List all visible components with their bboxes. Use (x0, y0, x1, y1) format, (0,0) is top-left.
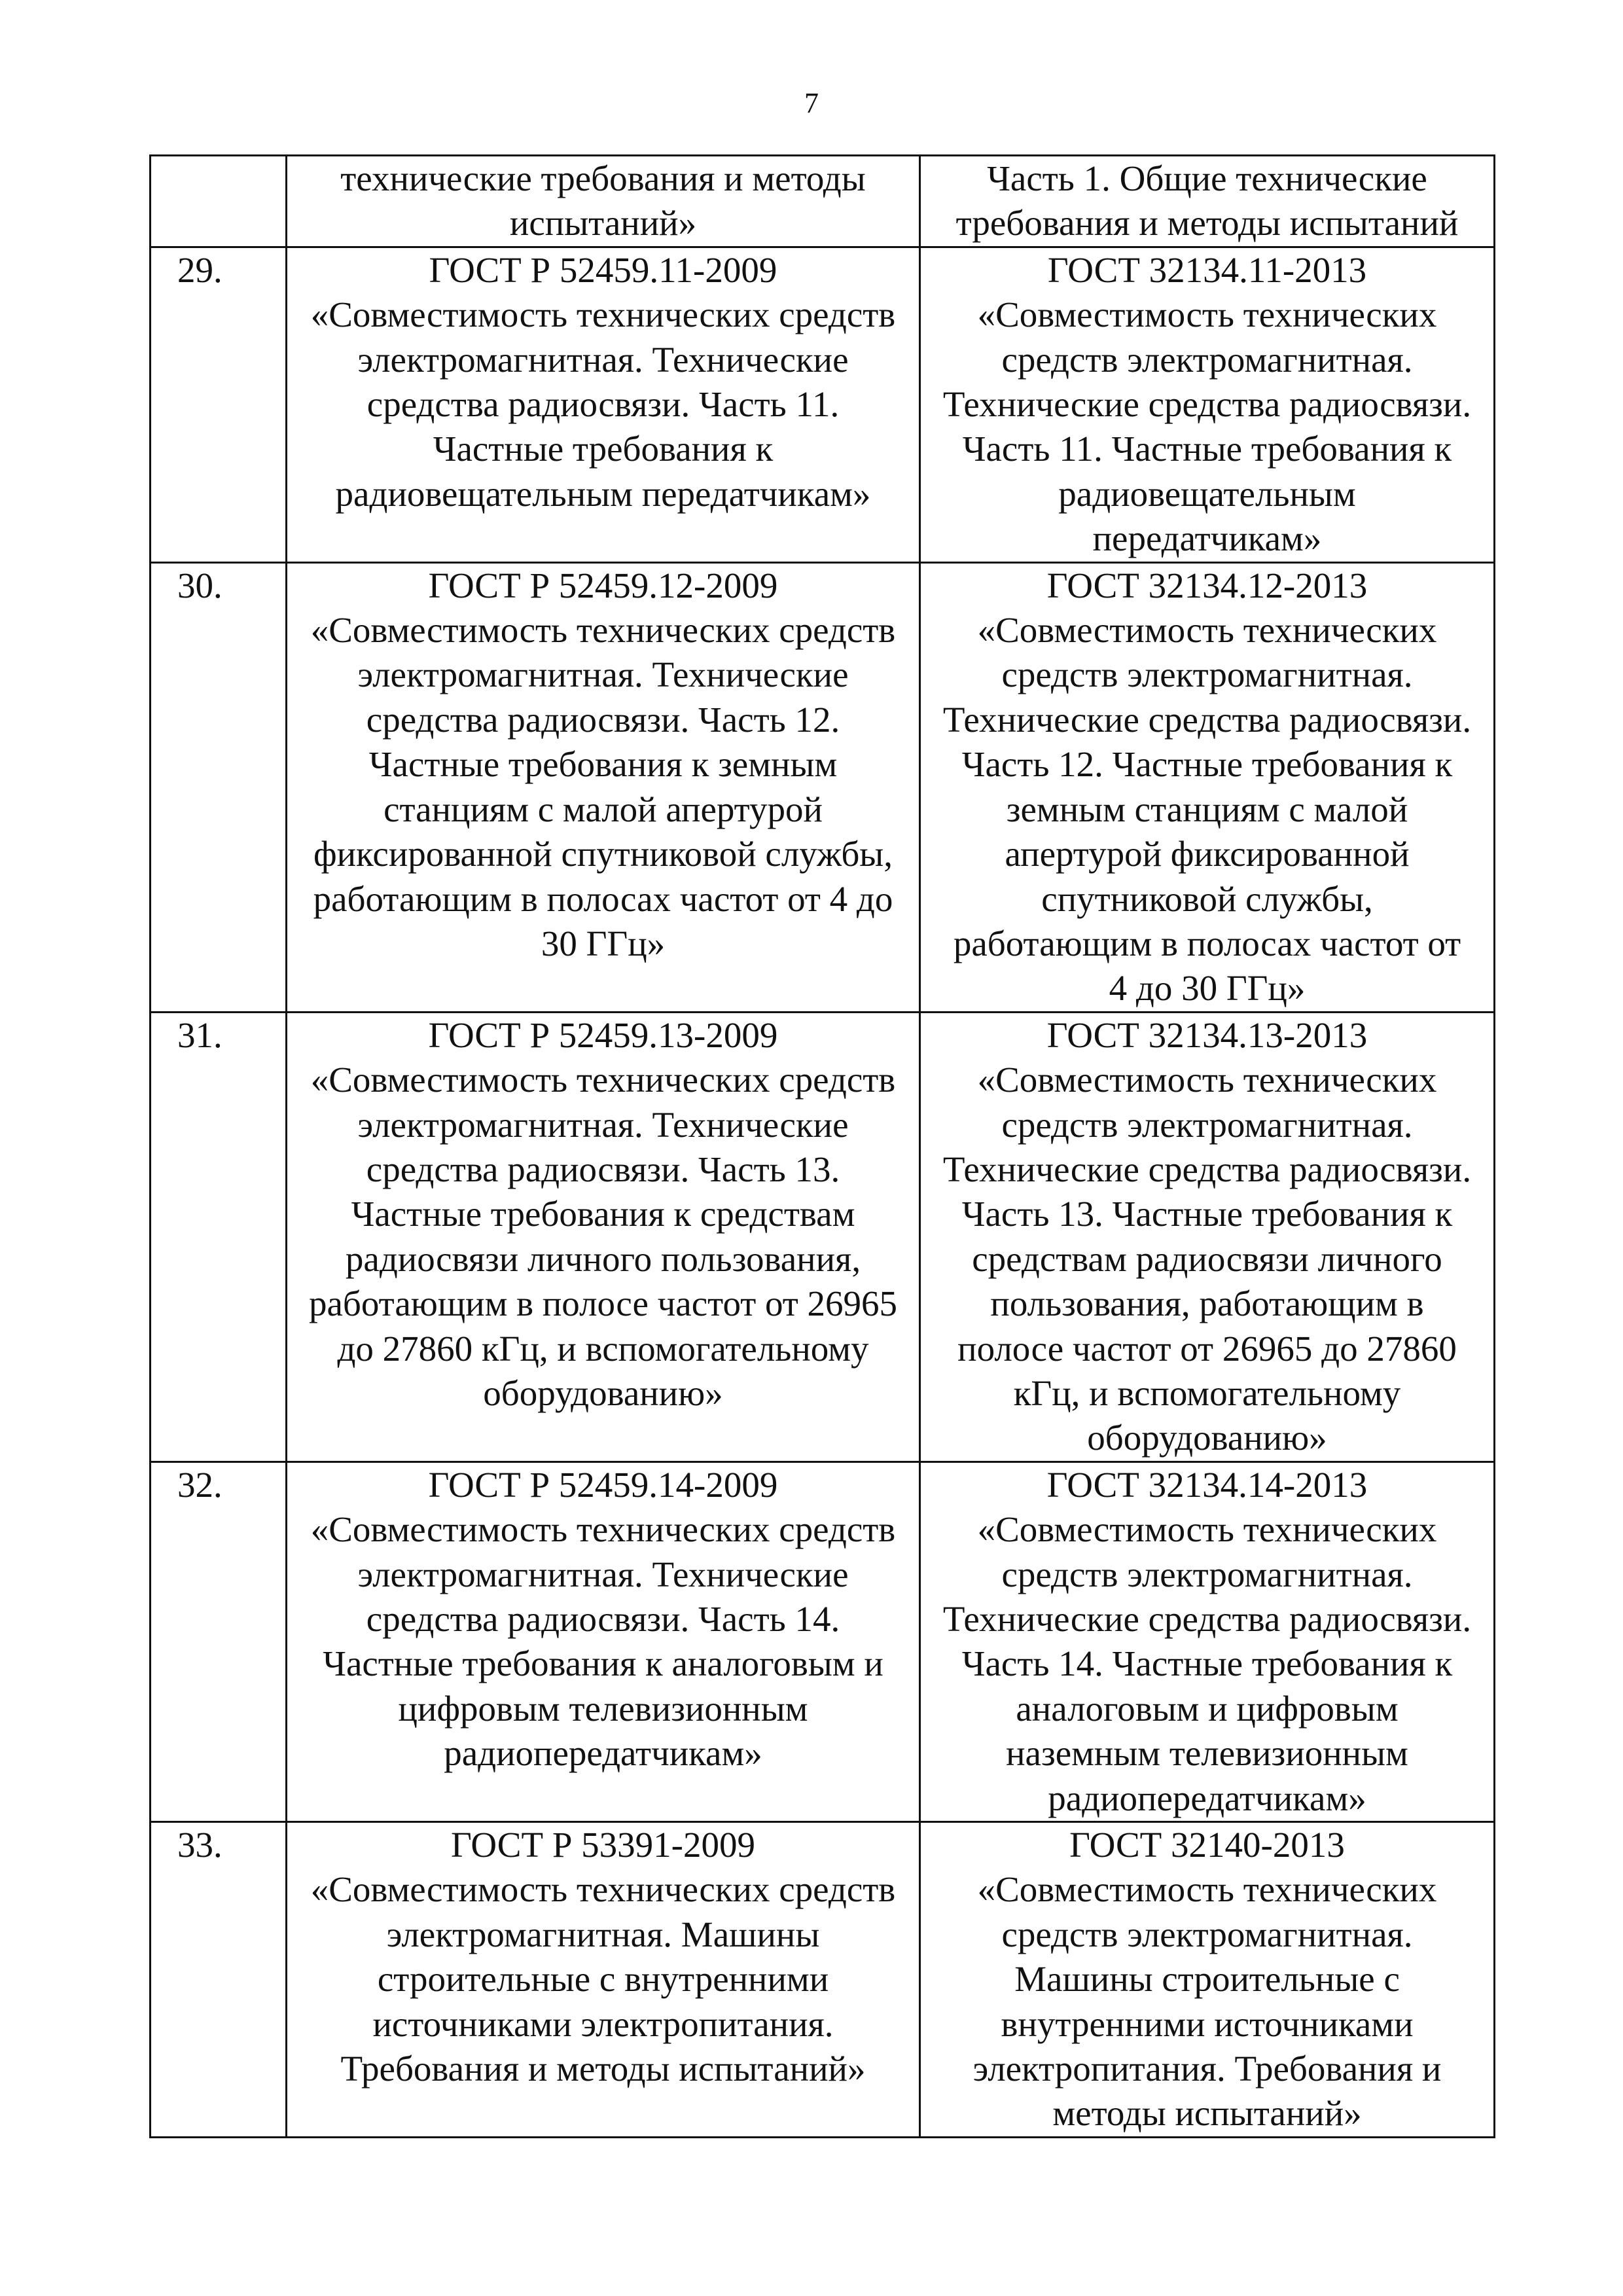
row-number: 33. (177, 1825, 223, 1865)
replaced-standard-text-line: ГОСТ Р 52459.11-2009 (429, 249, 777, 290)
replaced-standard-text-line: радиопередатчикам» (444, 1733, 762, 1774)
replaced-standard-text-line: «Совместимость технических средств (310, 1509, 896, 1550)
replaced-standard-cell (287, 247, 920, 562)
new-standard-text-line: радиовещательным (1058, 473, 1356, 514)
table-row (151, 1012, 1495, 1462)
replaced-standard-text-line: фиксированной спутниковой службы, (313, 834, 893, 874)
new-standard-text-line: средствам радиосвязи личного (972, 1238, 1442, 1279)
replaced-standard-text-line: строительные с внутренними (377, 1959, 829, 2000)
replaced-standard-text-line: цифровым телевизионным (398, 1688, 808, 1729)
row-number: 30. (177, 565, 223, 605)
replaced-standard-text-line: ГОСТ Р 52459.14-2009 (428, 1464, 778, 1505)
new-standard-text-line: Машины строительные с (1014, 1959, 1400, 2000)
new-standard-text-line: Технические средства радиосвязи. (942, 384, 1472, 425)
replaced-standard-text-line: технические требования и методы (340, 158, 866, 198)
row-number-cell (151, 1822, 287, 2138)
replaced-standard-text-line: Частные требования к (433, 429, 774, 469)
new-standard-cell (920, 562, 1495, 1012)
replaced-standard-text-line: электромагнитная. Технические (357, 1554, 849, 1594)
new-standard-text-line: «Совместимость технических (977, 610, 1437, 651)
new-standard-text-line: наземным телевизионным (1006, 1733, 1408, 1774)
replaced-standard-cell (287, 1012, 920, 1462)
new-standard-text-line: радиопередатчикам» (1048, 1778, 1366, 1818)
new-standard-cell (920, 1822, 1495, 2138)
replaced-standard-text-line: радиосвязи личного пользования, (345, 1238, 861, 1279)
new-standard-text-line: Технические средства радиосвязи. (942, 1599, 1472, 1639)
new-standard-text-line: средств электромагнитная. (1001, 1914, 1413, 1954)
table-body (151, 156, 1495, 2138)
new-standard-text-line: кГц, и вспомогательному (1013, 1372, 1401, 1413)
row-number: 29. (177, 249, 223, 290)
table-row (151, 156, 1495, 247)
new-standard-text-line: «Совместимость технических (977, 1509, 1437, 1550)
table-row (151, 562, 1495, 1012)
new-standard-text-line: ГОСТ 32134.14-2013 (1046, 1464, 1368, 1505)
row-number-cell (151, 1012, 287, 1462)
replaced-standard-text-line: станциям с малой апертурой (383, 789, 823, 829)
table-row (151, 1462, 1495, 1821)
new-standard-text-line: «Совместимость технических (977, 1869, 1437, 1910)
replaced-standard-text-line: до 27860 кГц, и вспомогательному (337, 1328, 869, 1369)
new-standard-cell (920, 1462, 1495, 1821)
new-standard-text-line: «Совместимость технических (977, 295, 1437, 335)
replaced-standard-text-line: испытаний» (509, 203, 697, 243)
standards-table (149, 154, 1495, 2138)
new-standard-cell (920, 247, 1495, 562)
replaced-standard-text-line: ГОСТ Р 52459.12-2009 (428, 565, 778, 605)
new-standard-text-line: 4 до 30 ГГц» (1109, 968, 1306, 1009)
replaced-standard-text-line: работающим в полосах частот от 4 до (313, 878, 893, 919)
new-standard-text-line: ГОСТ 32134.12-2013 (1046, 565, 1368, 605)
replaced-standard-text-line: электромагнитная. Технические (357, 655, 849, 695)
new-standard-text-line: апертурой фиксированной (1005, 834, 1410, 874)
replaced-standard-text-line: источниками электропитания. (372, 2003, 834, 2044)
new-standard-text-line: оборудованию» (1087, 1418, 1327, 1458)
new-standard-text-line: внутренними источниками (1001, 2003, 1414, 2044)
row-number-cell (151, 156, 287, 247)
new-standard-text-line: «Совместимость технических (977, 1060, 1437, 1100)
replaced-standard-cell (287, 562, 920, 1012)
row-number: 32. (177, 1464, 223, 1505)
new-standard-text-line: средств электромагнитная. (1001, 339, 1413, 380)
replaced-standard-text-line: Требования и методы испытаний» (340, 2049, 866, 2089)
replaced-standard-text-line: Частные требования к земным (368, 744, 838, 785)
new-standard-text-line: ГОСТ 32134.11-2013 (1047, 249, 1367, 290)
row-number-cell (151, 562, 287, 1012)
new-standard-text-line: требования и методы испытаний (955, 203, 1459, 243)
new-standard-text-line: Часть 14. Частные требования к (961, 1643, 1453, 1684)
row-number-cell (151, 1462, 287, 1821)
new-standard-text-line: методы испытаний» (1052, 2093, 1362, 2134)
new-standard-text-line: Часть 1. Общие технические (987, 158, 1427, 198)
replaced-standard-cell (287, 156, 920, 247)
new-standard-text-line: Часть 13. Частные требования к (961, 1194, 1453, 1234)
replaced-standard-text-line: «Совместимость технических средств (310, 610, 896, 651)
replaced-standard-text-line: средства радиосвязи. Часть 11. (366, 384, 840, 425)
new-standard-text-line: средств электромагнитная. (1001, 655, 1413, 695)
new-standard-text-line: Часть 11. Частные требования к (962, 429, 1452, 469)
new-standard-cell (920, 156, 1495, 247)
new-standard-text-line: аналоговым и цифровым (1016, 1688, 1399, 1729)
replaced-standard-text-line: оборудованию» (483, 1372, 723, 1413)
table-row (151, 247, 1495, 562)
replaced-standard-text-line: работающим в полосе частот от 26965 (308, 1283, 898, 1324)
new-standard-text-line: Технические средства радиосвязи. (942, 1149, 1472, 1189)
replaced-standard-text-line: радиовещательным передатчикам» (335, 473, 871, 514)
replaced-standard-text-line: Частные требования к аналоговым и (323, 1643, 883, 1684)
replaced-standard-cell (287, 1822, 920, 2138)
new-standard-text-line: ГОСТ 32134.13-2013 (1046, 1014, 1368, 1055)
new-standard-text-line: полосе частот от 26965 до 27860 (957, 1328, 1457, 1369)
replaced-standard-text-line: Частные требования к средствам (351, 1194, 855, 1234)
new-standard-text-line: спутниковой службы, (1041, 878, 1373, 919)
replaced-standard-text-line: «Совместимость технических средств (310, 1869, 896, 1910)
table-row (151, 1822, 1495, 2138)
replaced-standard-text-line: средства радиосвязи. Часть 14. (366, 1599, 840, 1639)
new-standard-text-line: Технические средства радиосвязи. (942, 699, 1472, 740)
new-standard-text-line: электропитания. Требования и (972, 2049, 1442, 2089)
new-standard-text-line: земным станциям с малой (1006, 789, 1408, 829)
replaced-standard-text-line: средства радиосвязи. Часть 13. (366, 1149, 840, 1189)
replaced-standard-cell (287, 1462, 920, 1821)
new-standard-text-line: работающим в полосах частот от (953, 923, 1461, 963)
replaced-standard-text-line: электромагнитная. Технические (357, 1104, 849, 1145)
replaced-standard-text-line: 30 ГГц» (541, 923, 666, 963)
row-number: 31. (177, 1014, 223, 1055)
new-standard-text-line: средств электромагнитная. (1001, 1554, 1413, 1594)
new-standard-text-line: ГОСТ 32140-2013 (1069, 1825, 1345, 1865)
new-standard-text-line: пользования, работающим в (990, 1283, 1424, 1324)
new-standard-text-line: Часть 12. Частные требования к (961, 744, 1453, 785)
new-standard-text-line: передатчикам» (1092, 518, 1322, 559)
new-standard-cell (920, 1012, 1495, 1462)
row-number-cell (151, 247, 287, 562)
new-standard-text-line: средств электромагнитная. (1001, 1104, 1413, 1145)
replaced-standard-text-line: ГОСТ Р 53391-2009 (450, 1825, 755, 1865)
replaced-standard-text-line: ГОСТ Р 52459.13-2009 (428, 1014, 778, 1055)
page-number: 7 (804, 87, 819, 119)
replaced-standard-text-line: электромагнитная. Технические (357, 339, 849, 380)
replaced-standard-text-line: «Совместимость технических средств (310, 1060, 896, 1100)
replaced-standard-text-line: «Совместимость технических средств (310, 295, 896, 335)
replaced-standard-text-line: электромагнитная. Машины (386, 1914, 820, 1954)
replaced-standard-text-line: средства радиосвязи. Часть 12. (366, 699, 840, 740)
